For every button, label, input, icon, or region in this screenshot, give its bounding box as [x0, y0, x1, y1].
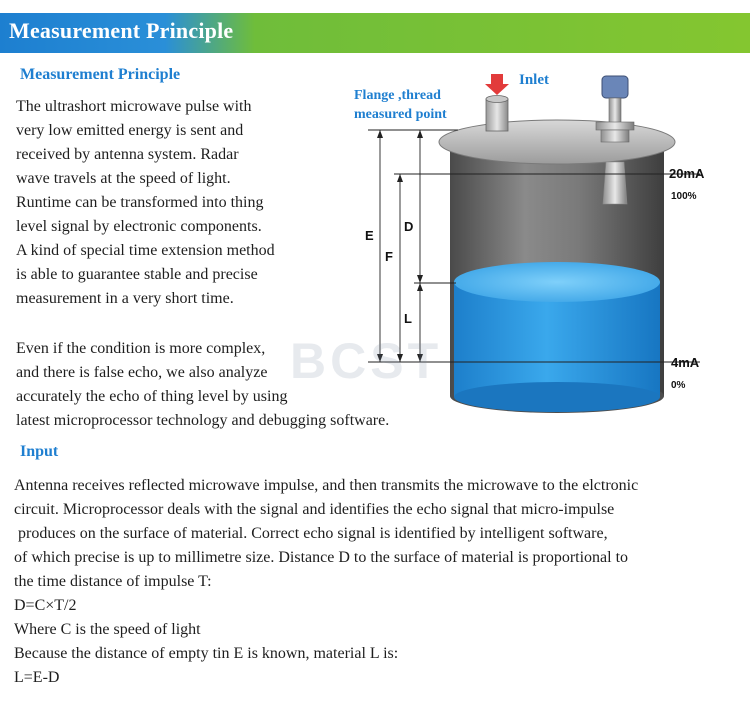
label-d: D [404, 219, 414, 234]
paragraph-line: of which precise is up to millimetre size. Distance D to the surface of material is proportional to [14, 549, 629, 566]
paragraph-line: measurement in a very short time. [16, 290, 234, 307]
label-f: F [385, 249, 393, 264]
paragraph-line: Because the distance of empty tin E is known, material L is: [14, 645, 399, 662]
top-current-label: 20mA [669, 166, 705, 181]
flange-label: Flange ,thread [354, 88, 441, 103]
paragraph-line: circuit. Microprocessor deals with the signal and identifies the echo signal that micro-impulse [14, 501, 615, 518]
tank-lid [439, 120, 675, 164]
paragraph-line: and there is false echo, we also analyze [16, 364, 268, 381]
paragraph-line: The ultrashort microwave pulse with [16, 98, 252, 115]
paragraph-line: is able to guarantee stable and precise [16, 266, 258, 283]
label-e: E [365, 228, 374, 243]
formula-l: L=E-D [14, 669, 60, 686]
inlet-pipe [486, 99, 508, 131]
water-surface [454, 262, 660, 302]
section-heading-measurement-principle: Measurement Principle [20, 66, 181, 83]
paragraph-line: level signal by electronic components. [16, 218, 262, 235]
bottom-current-label: 4mA [671, 355, 700, 370]
paragraph-line: the time distance of impulse T: [14, 573, 212, 590]
paragraph-line: Where C is the speed of light [14, 621, 201, 638]
title-banner [0, 13, 750, 53]
input-paragraph [14, 474, 638, 690]
transmitter-head [602, 76, 628, 98]
section-heading-input: Input [20, 443, 59, 460]
watermark-logo: BCST [290, 333, 443, 389]
top-percent-label: 100% [671, 191, 697, 202]
horn-antenna [603, 162, 627, 204]
banner-title: Measurement Principle [9, 18, 234, 43]
paragraph-line: very low emitted energy is sent and [16, 122, 244, 139]
paragraph-line: latest microprocessor technology and debugging software. [16, 412, 390, 429]
measured-point-label: measured point [354, 107, 447, 122]
paragraph-line: Even if the condition is more complex, [16, 340, 266, 357]
paragraph-line: accurately the echo of thing level by using [16, 388, 288, 405]
bottom-percent-label: 0% [671, 380, 686, 391]
paragraph-line: A kind of special time extension method [16, 242, 275, 259]
formula-d: D=C×T/2 [14, 597, 77, 614]
paragraph-line: produces on the surface of material. Correct echo signal is identified by intelligent software, [14, 525, 608, 542]
paragraph-line: Antenna receives reflected microwave impulse, and then transmits the microwave to the elctronic [14, 477, 639, 494]
inlet-arrow-icon [485, 74, 509, 95]
water-bottom [454, 382, 660, 412]
paragraph-line: Runtime can be transformed into thing [16, 194, 264, 211]
paragraph-line: received by antenna system. Radar [16, 146, 239, 163]
principle-paragraph [16, 95, 275, 311]
inlet-label: Inlet [519, 72, 549, 88]
paragraph-line: wave travels at the speed of light. [16, 170, 231, 187]
label-l: L [404, 311, 412, 326]
